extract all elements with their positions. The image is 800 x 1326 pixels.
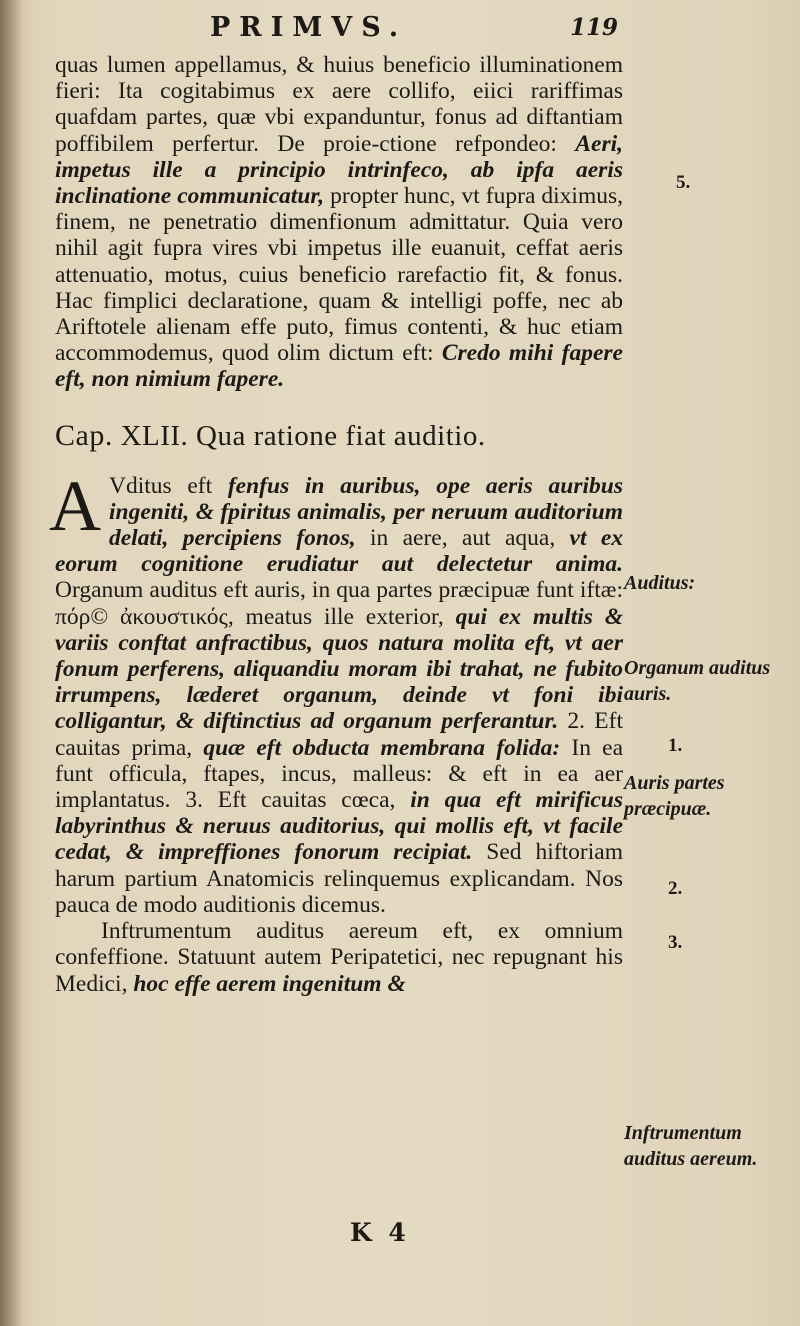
margin-note-organum: Organum auditus auris. bbox=[624, 657, 771, 705]
page-header bbox=[60, 12, 620, 48]
p2-italic-c: qui ex multis & variis conftat anfractibus, quos natura molita eft, vt aer fonum perferens, aliquandiu moram ibi trahat, ne fubito irrumpens, læderet organum, deinde vt foni ibi colligantur, & diftinctius ad organum perferantur. bbox=[55, 603, 624, 735]
chapter-title: XLII. Qua ratione fiat auditio. bbox=[112, 419, 486, 452]
margin-number-5: 5. bbox=[676, 172, 691, 193]
p1-italic-quote: Credo mihi fapere eft, non nimium fapere. bbox=[55, 340, 623, 393]
margin-note-auditus: Auditus: bbox=[624, 572, 696, 594]
main-text-column bbox=[49, 52, 624, 997]
p2-italic-b: vt ex eorum cognitione erudiatur aut delectetur anima. bbox=[55, 525, 623, 578]
margin-note-instrumentum: Inftrumentum auditus aereum. bbox=[624, 1122, 758, 1170]
paragraph-3 bbox=[55, 918, 623, 997]
margin-number-3: 3. bbox=[668, 932, 683, 953]
p2-text-c: Organum auditus eft auris, in qua partes præcipuæ funt iftæ: πόρ© ἀκουστικός, meatus ille exterior, bbox=[55, 577, 623, 630]
margin-number-2: 2. bbox=[668, 878, 683, 899]
p3-text-a: Inftrumentum auditus aereum eft, ex omnium confeffione. Statuunt autem Peripatetici, nec repugnant his Medici, bbox=[55, 918, 623, 997]
p1-text-b: propter hunc, vt fupra diximus, finem, ne penetratio dimenfionum admittatur. Quia vero nihil agit fupra vires vbi impetus ille euanuit, ceffat aeris attenuatio, motus, cuius beneficio rarefactio fit, & fonus. Hac fimplici declaratione, quam & intelligi poffe, nec ab Ariftotele alienam effe puto, fimus contenti, & huc etiam accommodemus, quod olim dictum eft: bbox=[55, 183, 623, 367]
p1-text-a: quas lumen appellamus, & huius beneficio illuminationem fieri: Ita cogitabimus ex aere collifo, eiici rariffimas quafdam partes, quæ vbi expanduntur, fonus ad diftantiam poffibilem perfertur. De proie-ctione refpondeo: bbox=[55, 52, 623, 157]
p3-italic-a: hoc effe aerem ingenitum & bbox=[133, 970, 406, 997]
chapter-label: Cap. bbox=[55, 418, 113, 452]
chapter-heading bbox=[55, 419, 623, 453]
p2-text-e: In ea funt officula, ftapes, incus, malleus: & eft in ea aer implantatus. 3. Eft cauitas cœca, bbox=[55, 734, 624, 814]
p1-italic-a: Aeri, impetus ille a principio intrinfeco, ab ipfa aeris inclinatione communicatur, bbox=[55, 130, 623, 210]
gutter-shadow bbox=[0, 0, 22, 1326]
p2-italic-d: quæ eft obducta membrana folida: bbox=[203, 734, 561, 761]
p2-text-f: Sed hiftoriam harum partium Anatomicis relinquemus explicandam. Nos pauca de modo auditionis dicemus. bbox=[55, 839, 624, 918]
p2-text-d: 2. Eft cauitas prima, bbox=[55, 708, 623, 761]
running-head: PRIMVS. bbox=[210, 12, 408, 43]
p2-italic-e: in qua eft mirificus labyrinthus & neruus auditorius, qui mollis eft, vt facile cedat, & impreffiones fonorum recipiat. bbox=[55, 787, 624, 866]
p2-italic-a: fenfus in auribus, ope aeris auribus ingeniti, & fpiritus animalis, per neruum auditorium delati, percipiens fonos, bbox=[109, 472, 623, 552]
p2-text-b: in aere, aut aqua, bbox=[355, 525, 570, 552]
margin-number-1: 1. bbox=[668, 735, 683, 756]
paragraph-1 bbox=[55, 52, 623, 393]
page-number: 119 bbox=[569, 14, 618, 41]
paragraph-2 bbox=[49, 465, 624, 918]
p2-text-a: Vditus eft bbox=[109, 472, 228, 499]
margin-note-auris-partes: Auris partes præcipuæ. bbox=[624, 772, 725, 820]
signature-mark: K 4 bbox=[350, 1218, 410, 1247]
drop-capital: A bbox=[49, 465, 101, 546]
